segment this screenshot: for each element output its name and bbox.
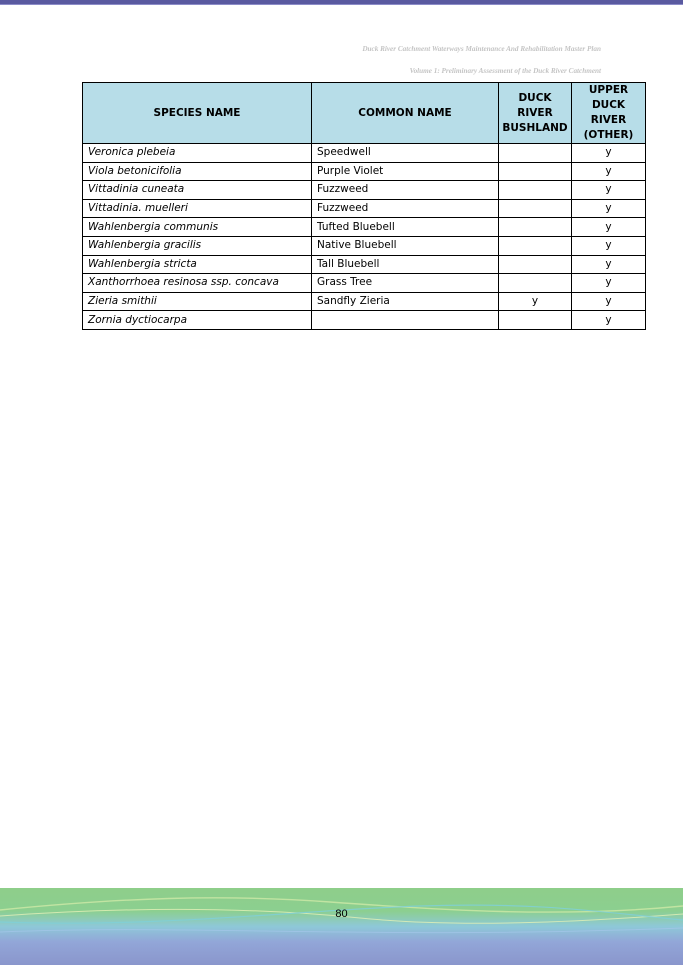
- species-name-cell: Viola betonicifolia: [83, 162, 312, 181]
- header-text-line: BUSHLAND: [502, 121, 568, 134]
- duck-river-bushland-cell: [499, 162, 572, 181]
- common-name-cell: Speedwell: [312, 144, 499, 163]
- header-text-line: DUCK: [518, 91, 552, 104]
- upper-duck-river-cell: y: [572, 181, 646, 200]
- species-name-cell: Xanthorrhoea resinosa ssp. concava: [83, 274, 312, 293]
- upper-duck-river-cell: y: [572, 199, 646, 218]
- table-row: [83, 292, 646, 311]
- duck-river-bushland-cell: [499, 199, 572, 218]
- duck-river-bushland-cell: [499, 236, 572, 255]
- species-name-cell: Vittadinia. muelleri: [83, 199, 312, 218]
- common-name-cell: Native Bluebell: [312, 236, 499, 255]
- table-row: [83, 199, 646, 218]
- top-border-rule: [0, 0, 683, 5]
- species-table-header: [83, 83, 646, 144]
- species-table-body: [83, 144, 646, 330]
- common-name-cell: Grass Tree: [312, 274, 499, 293]
- upper-duck-river-cell: y: [572, 144, 646, 163]
- duck-river-bushland-cell: [499, 181, 572, 200]
- duck-river-bushland-cell: [499, 274, 572, 293]
- header-text-line: (OTHER): [583, 129, 634, 141]
- table-row: [83, 236, 646, 255]
- header-text-line: DUCK: [591, 99, 626, 111]
- header-text-line: RIVER: [517, 106, 553, 119]
- page-number: 80: [335, 908, 348, 920]
- species-name-cell: Wahlenbergia communis: [83, 218, 312, 237]
- table-row: [83, 311, 646, 330]
- header-text-line: SPECIES NAME: [153, 106, 241, 119]
- species-table: [82, 82, 646, 330]
- upper-duck-river-cell: y: [572, 218, 646, 237]
- duck-river-bushland-cell: [499, 218, 572, 237]
- footer-wave-band: [0, 888, 683, 965]
- common-name-cell: Fuzzweed: [312, 181, 499, 200]
- common-name-cell: [312, 311, 499, 330]
- header-text-line: UPPER: [588, 84, 629, 96]
- common-name-header: [312, 83, 499, 144]
- species-name-cell: Veronica plebeia: [83, 144, 312, 163]
- table-row: [83, 162, 646, 181]
- running-header-volume: Volume 1: Preliminary Assessment of the Duck River Catchment: [409, 67, 601, 75]
- upper-duck-river-cell: y: [572, 292, 646, 311]
- common-name-cell: Fuzzweed: [312, 199, 499, 218]
- species-name-header: [83, 83, 312, 144]
- footer-wave-decoration: [0, 888, 683, 965]
- upper-duck-river-cell: y: [572, 236, 646, 255]
- common-name-cell: Tufted Bluebell: [312, 218, 499, 237]
- header-row: [83, 83, 646, 144]
- upper-duck-river-cell: y: [572, 274, 646, 293]
- table-row: [83, 181, 646, 200]
- header-text-line: RIVER: [590, 114, 627, 126]
- common-name-cell: Sandfly Zieria: [312, 292, 499, 311]
- species-name-cell: Wahlenbergia gracilis: [83, 236, 312, 255]
- common-name-cell: Tall Bluebell: [312, 255, 499, 274]
- running-header-title: Duck River Catchment Waterways Maintenance And Rehabilitation Master Plan: [362, 45, 601, 53]
- duck-river-bushland-header: [499, 83, 572, 144]
- duck-river-bushland-cell: y: [499, 292, 572, 311]
- upper-duck-river-header: [572, 83, 646, 144]
- upper-duck-river-cell: y: [572, 311, 646, 330]
- table-row: [83, 218, 646, 237]
- duck-river-bushland-cell: [499, 255, 572, 274]
- duck-river-bushland-cell: [499, 311, 572, 330]
- header-text-line: COMMON NAME: [358, 106, 452, 119]
- table-row: [83, 274, 646, 293]
- common-name-cell: Purple Violet: [312, 162, 499, 181]
- species-name-cell: Wahlenbergia stricta: [83, 255, 312, 274]
- species-name-cell: Zieria smithii: [83, 292, 312, 311]
- table-row: [83, 255, 646, 274]
- species-name-cell: Vittadinia cuneata: [83, 181, 312, 200]
- duck-river-bushland-cell: [499, 144, 572, 163]
- upper-duck-river-cell: y: [572, 162, 646, 181]
- species-name-cell: Zornia dyctiocarpa: [83, 311, 312, 330]
- upper-duck-river-cell: y: [572, 255, 646, 274]
- table-row: [83, 144, 646, 163]
